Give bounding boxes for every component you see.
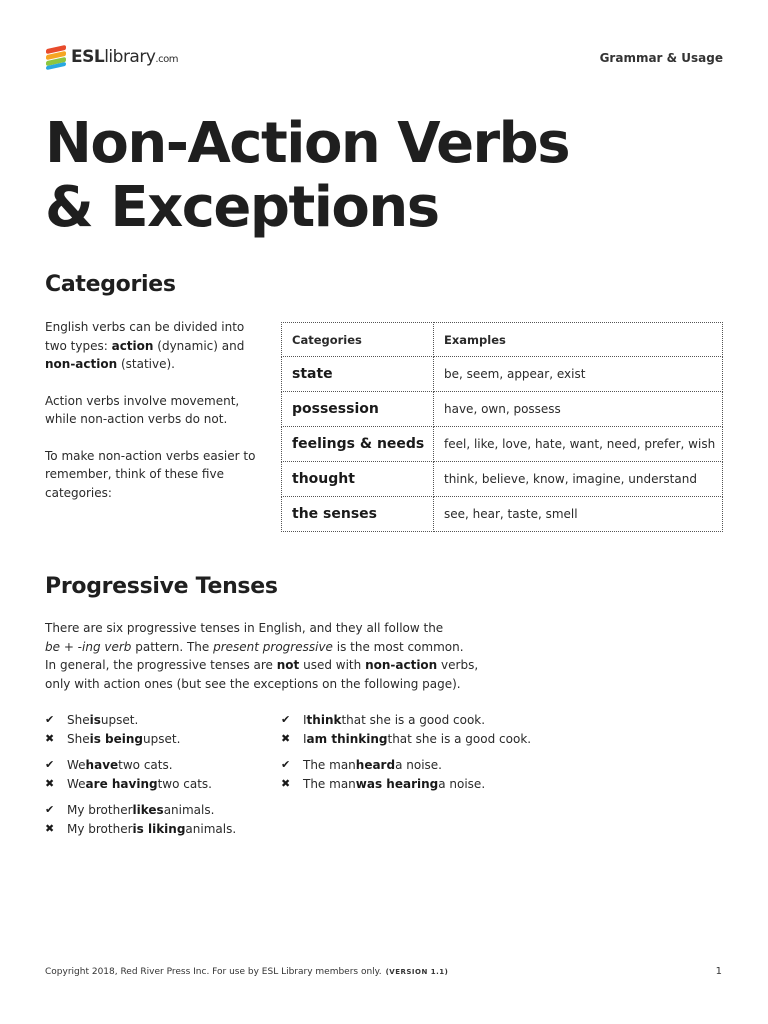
categories-heading: Categories [45, 272, 176, 297]
check-icon: ✔ [45, 713, 55, 726]
table-row [282, 392, 723, 427]
table-header: Examples [434, 323, 723, 357]
intro-paragraph-1: English verbs can be divided into two types: action (dynamic) and non-action (stative). [45, 320, 245, 371]
cross-icon: ✖ [45, 821, 55, 835]
examples-cell: feel, like, love, hate, want, need, prefer, wish [434, 427, 723, 462]
check-icon: ✔ [281, 758, 291, 771]
correct-example: ✔ The man heard a noise. [281, 756, 485, 775]
table-row [282, 427, 723, 462]
category-cell: the senses [282, 497, 434, 532]
version-label: (VERSION 1.1) [385, 968, 449, 976]
example-group [45, 801, 236, 838]
category-cell: thought [282, 462, 434, 497]
page-title: Non-Action Verbs & Exceptions [45, 111, 570, 240]
examples-cell: think, believe, know, imagine, understand [434, 462, 723, 497]
section-tag: Grammar & Usage [599, 51, 723, 65]
para-line: There are six progressive tenses in English, and they all follow the [45, 621, 444, 635]
category-cell: possession [282, 392, 434, 427]
example-group [281, 756, 485, 793]
para-line: In general, the progressive tenses are not used with non-action verbs, [45, 658, 479, 672]
categories-table [281, 322, 723, 532]
incorrect-example: ✖ I am thinking that she is a good cook. [281, 730, 531, 749]
table-row [282, 462, 723, 497]
incorrect-example: ✖ The man was hearing a noise. [281, 775, 485, 794]
progressive-paragraph [45, 619, 485, 693]
correct-example: ✔ We have two cats. [45, 756, 212, 775]
footer-copyright: Copyright 2018, Red River Press Inc. For use by ESL Library members only. (VERSION 1.1) [45, 967, 449, 977]
correct-example: ✔ She is upset. [45, 711, 180, 730]
table-row [282, 497, 723, 532]
table-header: Categories [282, 323, 434, 357]
check-icon: ✔ [281, 713, 291, 726]
table-header-row [282, 323, 723, 357]
logo-book-icon [46, 45, 68, 69]
esl-library-logo [46, 44, 178, 70]
table-row [282, 357, 723, 392]
categories-intro [45, 318, 265, 520]
category-cell: state [282, 357, 434, 392]
category-cell: feelings & needs [282, 427, 434, 462]
para-line: only with action ones (but see the exceptions on the following page). [45, 676, 461, 691]
correct-example: ✔ I think that she is a good cook. [281, 711, 531, 730]
para-line: be + -ing verb pattern. The present progressive is the most common. [45, 639, 464, 654]
examples-cell: be, seem, appear, exist [434, 357, 723, 392]
incorrect-example: ✖ My brother is liking animals. [45, 820, 236, 839]
example-group [45, 756, 212, 793]
progressive-tenses-heading: Progressive Tenses [45, 574, 278, 599]
intro-paragraph-3: To make non-action verbs easier to remember, think of these five categories: [45, 448, 256, 500]
cross-icon: ✖ [281, 731, 291, 745]
logo-text: ESLlibrary.com [71, 47, 178, 67]
check-icon: ✔ [45, 803, 55, 816]
correct-example: ✔ My brother likes animals. [45, 801, 236, 820]
examples-cell: see, hear, taste, smell [434, 497, 723, 532]
cross-icon: ✖ [45, 776, 55, 790]
incorrect-example: ✖ She is being upset. [45, 730, 180, 749]
page-number: 1 [715, 966, 722, 977]
example-group [281, 711, 531, 748]
intro-paragraph-2: Action verbs involve movement, while non-action verbs do not. [45, 393, 240, 426]
examples-cell: have, own, possess [434, 392, 723, 427]
example-group [45, 711, 180, 748]
check-icon: ✔ [45, 758, 55, 771]
incorrect-example: ✖ We are having two cats. [45, 775, 212, 794]
cross-icon: ✖ [281, 776, 291, 790]
cross-icon: ✖ [45, 731, 55, 745]
